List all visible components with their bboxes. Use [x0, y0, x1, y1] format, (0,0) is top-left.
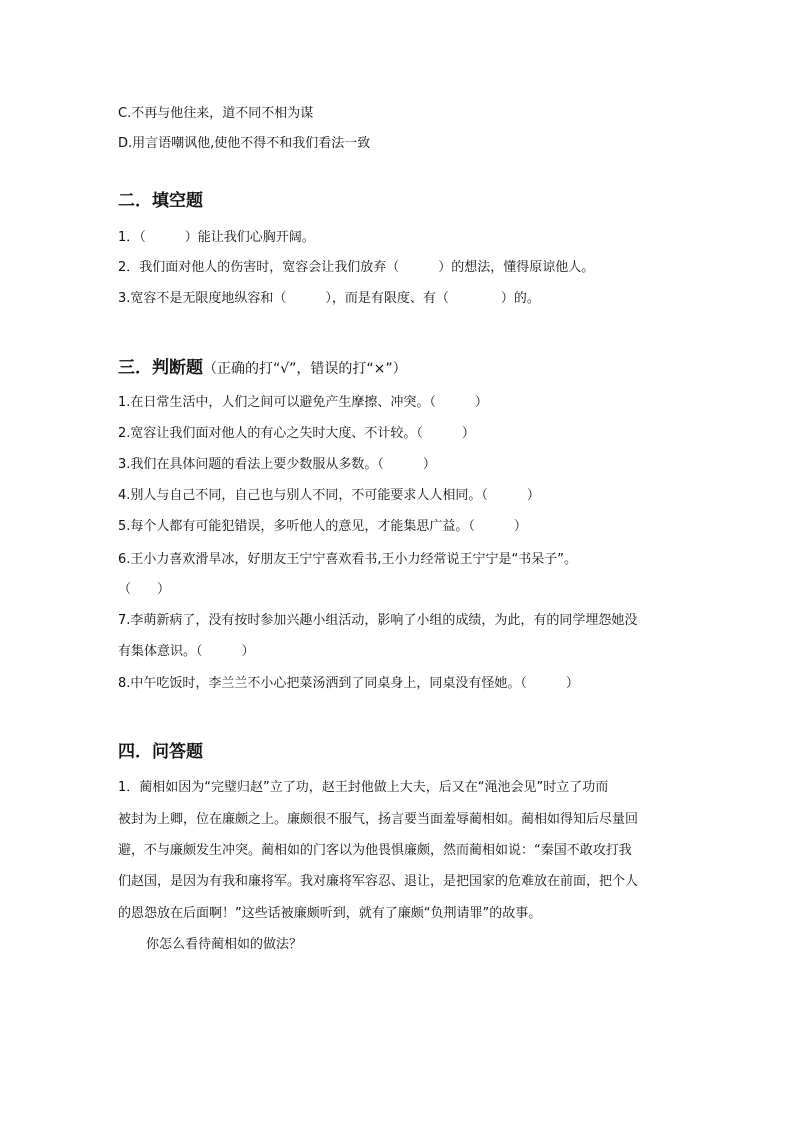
- true-false-item-4: 4.别人与自己不同，自己也与别人不同，不可能要求人人相同。（ ）: [118, 488, 540, 503]
- true-false-item-7-cont: 有集体意识。（ ）: [118, 644, 255, 659]
- choice-option-c: C.不再与他往来，道不同不相为谋: [118, 106, 314, 121]
- true-false-item-2: 2.宽容让我们面对他人的有心之失时大度、不计较。（ ）: [118, 426, 475, 441]
- section-instruction: （正确的打“√”，错误的打“×”）: [203, 361, 407, 377]
- essay-paragraph-line-4: 们赵国，是因为有我和廉将军。我对廉将军容忍、退让，是把国家的危难放在前面，把个人: [118, 874, 639, 889]
- true-false-item-5: 5.每个人都有可能犯错误，多听他人的意见，才能集思广益。（ ）: [118, 519, 527, 534]
- essay-paragraph-line-5: 的恩怨放在后面啊！”这些话被廉颇听到，就有了廉颇“负荆请罪”的故事。: [118, 906, 542, 921]
- essay-paragraph-line-2: 被封为上卿，位在廉颇之上。廉颇很不服气，扬言要当面羞辱蔺相如。蔺相如得知后尽量回: [118, 812, 639, 827]
- true-false-item-1: 1.在日常生活中，人们之间可以避免产生摩擦、冲突。（ ）: [118, 395, 488, 410]
- section-heading-true-false: [118, 356, 407, 381]
- true-false-item-6: 6.王小力喜欢滑旱冰，好朋友王宁宁喜欢看书,王小力经常说王宁宁是“书呆子”。: [118, 552, 578, 567]
- fill-blank-item-2: 2．我们面对他人的伤害时，宽容会让我们放弃（ ）的想法，懂得原谅他人。: [118, 260, 595, 275]
- section-heading-essay: 四．问答题: [118, 742, 203, 762]
- section-heading-fill-blank: 二．填空题: [118, 191, 203, 211]
- fill-blank-item-1: 1．（ ）能让我们心胸开阔。: [118, 230, 315, 245]
- true-false-item-8: 8.中午吃饭时，李兰兰不小心把菜汤洒到了同桌身上，同桌没有怪她。（ ）: [118, 676, 579, 691]
- true-false-item-3: 3.我们在具体问题的看法上要少数服从多数。（ ）: [118, 457, 436, 472]
- fill-blank-item-3: 3.宽容不是无限度地纵容和（ ），而是有限度、有（ ）的。: [118, 291, 540, 306]
- true-false-item-6-blank: （ ）: [118, 582, 171, 597]
- essay-question: 你怎么看待蔺相如的做法？: [146, 937, 303, 952]
- essay-paragraph-line-3: 避，不与廉颇发生冲突。蔺相如的门客以为他畏惧廉颇，然而蔺相如说：“秦国不敢攻打我: [118, 843, 632, 858]
- choice-option-d: D.用言语嘲讽他,使他不得不和我们看法一致: [118, 136, 371, 151]
- true-false-item-7: 7.李萌新病了，没有按时参加兴趣小组活动，影响了小组的成绩，为此，有的同学埋怨她没: [118, 613, 638, 628]
- essay-paragraph-line-1: 1．蔺相如因为“完璧归赵”立了功，赵王封他做上大夫，后又在“渑池会见”时立了功而: [118, 780, 609, 795]
- section-heading-text: 三．判断题: [118, 358, 203, 378]
